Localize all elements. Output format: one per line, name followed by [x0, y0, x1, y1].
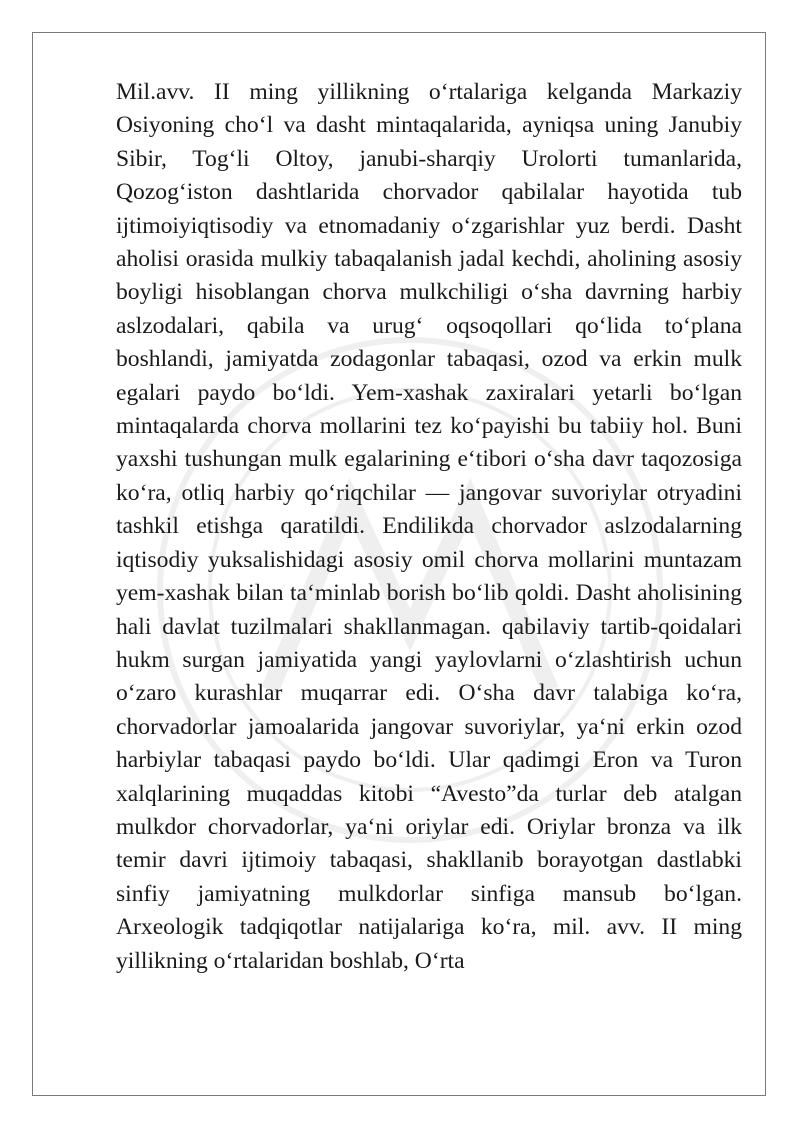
body-paragraph: Mil.avv. II ming yillikning o‘rtalariga kelganda Markaziy Osiyoning cho‘l va dasht mintaqalarida, ayniqsa uning Janubiy Sibir, Tog‘li Oltoy, janubi-sharqiy Urolorti tumanlarida, Qozog‘iston dashtlarida chorvador qabilalar hayotida tub ijtimoiyiqtisodiy va etnomadaniy o‘zgarishlar yuz berdi. Dasht aholisi orasida mulkiy tabaqalanish jadal kechdi, aholining asosiy boyligi hisoblangan chorva mulkchiligi o‘sha davrning harbiy aslzodalari, qabila va urug‘ oqsoqollari qo‘lida to‘plana boshlandi, jamiyatda zodagonlar tabaqasi, ozod va erkin mulk egalari paydo bo‘ldi. Yem-xashak zaxiralari yetarli bo‘lgan mintaqalarda chorva mollarini tez ko‘payishi bu tabiiy hol. Buni yaxshi tushungan mulk egalarining e‘tibori o‘sha davr taqozosiga ko‘ra, otliq harbiy qo‘riqchilar — jangovar suvoriylar otryadini tashkil etishga qaratildi. Endilikda chorvador aslzodalarning iqtisodiy yuksalishidagi asosiy omil chorva mollarini muntazam yem-xashak bilan ta‘minlab borish bo‘lib qoldi. Dasht aholisining hali davlat tuzilmalari shakllanmagan. qabilaviy tartib-qoidalari hukm surgan jamiyatida yangi yaylovlarni o‘zlashtirish uchun o‘zaro kurashlar muqarrar edi. O‘sha davr talabiga ko‘ra, chorvadorlar jamoalarida jangovar suvoriylar, ya‘ni erkin ozod harbiylar tabaqasi paydo bo‘ldi. Ular qadimgi Eron va Turon xalqlarining muqaddas kitobi “Avesto”da turlar deb atalgan mulkdor chorvadorlar, ya‘ni oriylar edi. Oriylar bronza va ilk temir davri ijtimoiy tabaqasi, shakllanib borayotgan dastlabki sinfiy jamiyatning mulkdorlar sinfiga mansub bo‘lgan. Arxeologik tadqiqotlar natijalariga ko‘ra, mil. avv. II ming yillikning o‘rtalaridan boshlab, O‘rta — [116, 79, 742, 974]
